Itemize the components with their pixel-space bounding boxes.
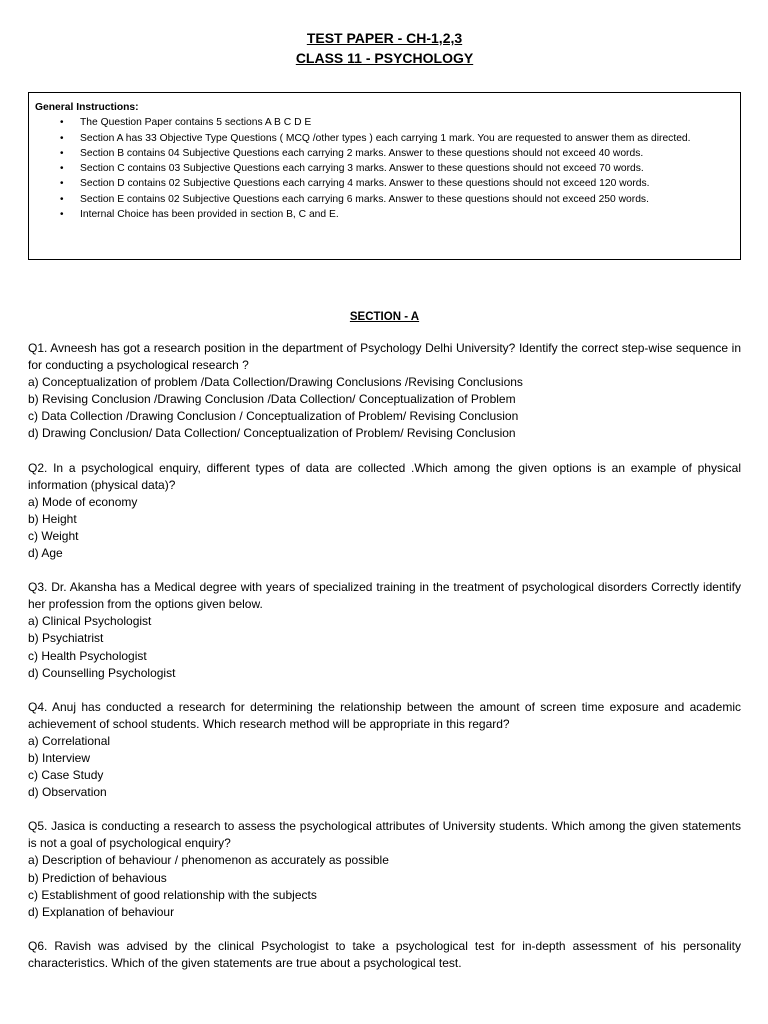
- title-block: [28, 28, 741, 68]
- question-text: Q1. Avneesh has got a research position in the department of Psychology Delhi University? Identify the correct step-wise sequence in for conducting a psychological research ?: [28, 341, 741, 373]
- section-heading: SECTION - A: [349, 311, 420, 323]
- answer-option: d) Observation: [28, 785, 107, 800]
- question-2: [28, 460, 741, 563]
- answer-option: c) Data Collection /Drawing Conclusion / Conceptualization of Problem/ Revising Conclusion: [28, 409, 519, 424]
- instruction-item: • Section B contains 04 Subjective Questions each carrying 2 marks. Answer to these questions should not exceed 40 words.: [80, 146, 732, 161]
- general-instructions-box: [28, 92, 741, 260]
- answer-option: a) Conceptualization of problem /Data Collection/Drawing Conclusions /Revising Conclusions: [28, 375, 523, 390]
- answer-option: c) Health Psychologist: [28, 648, 147, 663]
- instruction-item: • Section D contains 02 Subjective Questions each carrying 4 marks. Answer to these questions should not exceed 120 words.: [80, 176, 732, 191]
- question-4: [28, 699, 741, 802]
- answer-option: b) Revising Conclusion /Drawing Conclusion /Data Collection/ Conceptualization of Problem: [28, 392, 516, 407]
- instruction-item: • Section C contains 03 Subjective Questions each carrying 3 marks. Answer to these questions should not exceed 70 words.: [80, 161, 732, 176]
- class-title: CLASS 11 - PSYCHOLOGY: [295, 50, 474, 66]
- question-3: [28, 579, 741, 682]
- answer-option: b) Height: [28, 511, 77, 526]
- question-1: [28, 340, 741, 443]
- answer-option: c) Weight: [28, 528, 79, 543]
- instruction-item: • Internal Choice has been provided in section B, C and E.: [80, 207, 732, 222]
- answer-option: c) Case Study: [28, 768, 104, 783]
- question-text: Q6. Ravish was advised by the clinical Psychologist to take a psychological test for in-depth assessment of his personality characteristics. Which of the given statements are true about a psychological test.: [28, 938, 741, 970]
- answer-option: a) Correlational: [28, 733, 111, 748]
- answer-option: b) Interview: [28, 750, 91, 765]
- answer-option: c) Establishment of good relationship with the subjects: [28, 887, 317, 902]
- document-page: [28, 28, 741, 989]
- question-text: Q3. Dr. Akansha has a Medical degree with years of specialized training in the treatment of psychological disorders Correctly identify her profession from the options given below.: [28, 580, 741, 612]
- answer-option: a) Clinical Psychologist: [28, 614, 152, 629]
- question-6: [28, 938, 741, 972]
- paper-title: TEST PAPER - CH-1,2,3: [306, 30, 463, 46]
- instructions-heading: General Instructions:: [35, 102, 139, 113]
- instruction-item: • Section A has 33 Objective Type Questions ( MCQ /other types ) each carrying 1 mark. You are requested to answer them as directed.: [80, 131, 732, 146]
- question-text: Q5. Jasica is conducting a research to assess the psychological attributes of University students. Which among the given statements is not a goal of psychological enquiry?: [28, 819, 741, 851]
- instructions-list: [35, 115, 732, 222]
- answer-option: d) Drawing Conclusion/ Data Collection/ Conceptualization of Problem/ Revising Conclusion: [28, 426, 516, 441]
- answer-option: d) Counselling Psychologist: [28, 665, 176, 680]
- question-text: Q2. In a psychological enquiry, different types of data are collected .Which among the given options is an example of physical information (physical data)?: [28, 460, 741, 492]
- answer-option: d) Explanation of behaviour: [28, 904, 175, 919]
- instruction-item: • Section E contains 02 Subjective Questions each carrying 6 marks. Answer to these questions should not exceed 250 words.: [80, 192, 732, 207]
- answer-option: b) Prediction of behavious: [28, 870, 167, 885]
- answer-option: a) Mode of economy: [28, 494, 138, 509]
- question-5: [28, 818, 741, 921]
- answer-option: d) Age: [28, 546, 63, 561]
- instruction-item: • The Question Paper contains 5 sections A B C D E: [80, 115, 732, 130]
- question-text: Q4. Anuj has conducted a research for determining the relationship between the amount of screen time exposure and academic achievement of school students. Which research method will be appropriate in this regard?: [28, 699, 741, 731]
- answer-option: a) Description of behaviour / phenomenon as accurately as possible: [28, 853, 389, 868]
- answer-option: b) Psychiatrist: [28, 631, 104, 646]
